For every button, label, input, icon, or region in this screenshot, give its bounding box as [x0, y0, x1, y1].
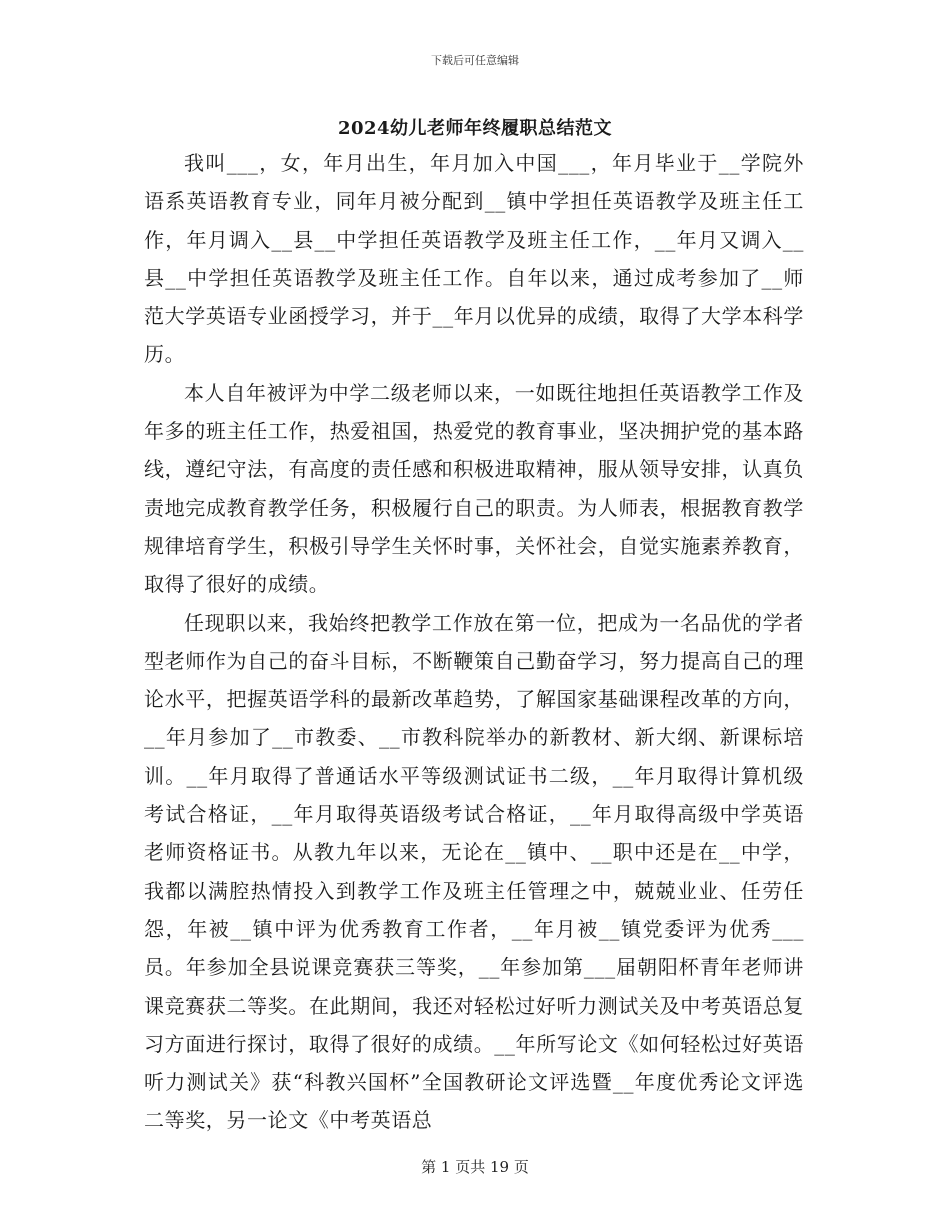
- paragraph-3: 任现职以来，我始终把教学工作放在第一位，把成为一名品优的学者型老师作为自己的奋斗目标，不断鞭策自己勤奋学习，努力提高自己的理论水平，把握英语学科的最新改革趋势，了解国家基础课程改革的方向，__年月参加了__市教委、__市教科院举办的新教材、新大纲、新课标培训。__年月取得了普通话水平等级测试证书二级，__年月取得计算机级考试合格证，__年月取得英语级考试合格证，__年月取得高级中学英语老师资格证书。从教九年以来，无论在__镇中、__职中还是在__中学，我都以满腔热情投入到教学工作及班主任管理之中，兢兢业业、任劳任怨，年被__镇中评为优秀教育工作者，__年月被__镇党委评为优秀___员。年参加全县说课竞赛获三等奖，__年参加第___届朝阳杯青年老师讲课竞赛获二等奖。在此期间，我还对轻松过好听力测试关及中考英语总复习方面进行探讨，取得了很好的成绩。__年所写论文《如何轻松过好英语听力测试关》获“科教兴国杯”全国教研论文评选暨__年度优秀论文评选二等奖，另一论文《中考英语总: [144, 610, 804, 1133]
- page-number-footer: 第 1 页共 19 页: [421, 1158, 529, 1176]
- document-title: 2024幼儿老师年终履职总结范文: [337, 118, 613, 139]
- page-header-note: 下载后可任意编辑: [431, 54, 519, 67]
- paragraph-1: 我叫___，女，年月出生，年月加入中国___，年月毕业于__学院外语系英语教育专业，同年月被分配到__镇中学担任英语教学及班主任工作，年月调入__县__中学担任英语教学及班主任工作，__年月又调入__县__中学担任英语教学及班主任工作。自年以来，通过成考参加了__师范大学英语专业函授学习，并于__年月以优异的成绩，取得了大学本科学历。: [144, 151, 804, 367]
- paragraph-2: 本人自年被评为中学二级老师以来，一如既往地担任英语教学工作及年多的班主任工作，热爱祖国，热爱党的教育事业，坚决拥护党的基本路线，遵纪守法，有高度的责任感和积极进取精神，服从领导安排，认真负责地完成教育教学任务，积极履行自己的职责。为人师表，根据教育教学规律培育学生，积极引导学生关怀时事，关怀社会，自觉实施素养教育，取得了很好的成绩。: [144, 380, 804, 597]
- document-body: [144, 144, 804, 1140]
